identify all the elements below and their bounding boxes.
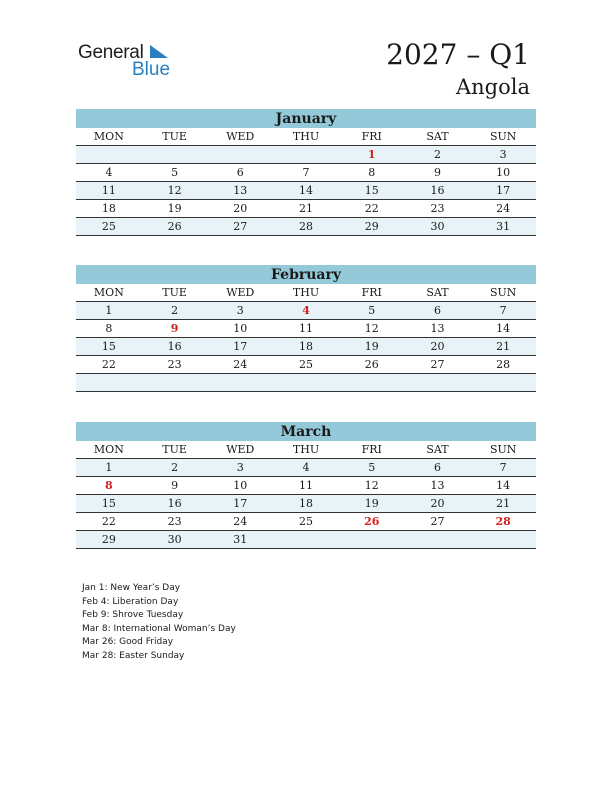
weekday-label: FRI (361, 286, 382, 299)
week-row (76, 302, 536, 320)
day-cell: 27 (430, 358, 445, 371)
day-cell: 14 (496, 479, 511, 492)
day-cell: 7 (499, 304, 507, 317)
day-cell: 28 (496, 358, 511, 371)
day-cell: 2 (171, 304, 179, 317)
day-cell (470, 531, 536, 548)
day-cell: 11 (299, 479, 314, 492)
month-march (76, 422, 536, 549)
week-row (76, 218, 536, 236)
weekday-label: THU (292, 286, 320, 299)
weekday-label: THU (292, 443, 320, 456)
day-cell (207, 374, 273, 391)
day-cell (273, 531, 339, 548)
month-january (76, 109, 536, 236)
day-cell: 4 (105, 166, 113, 179)
day-cell (405, 531, 471, 548)
week-row (76, 164, 536, 182)
day-cell: 10 (496, 166, 511, 179)
generalblue-logo (78, 42, 178, 82)
day-cell: 22 (101, 515, 116, 528)
day-cell: 4 (302, 461, 310, 474)
day-cell: 22 (364, 202, 379, 215)
weekday-label: MON (93, 130, 124, 143)
day-cell (273, 146, 339, 163)
month-february (76, 265, 536, 392)
day-cell: 14 (496, 322, 511, 335)
holiday-notes (82, 582, 236, 664)
day-cell: 27 (233, 220, 248, 233)
day-cell: 9 (433, 166, 441, 179)
day-cell (339, 374, 405, 391)
day-cell: 11 (299, 322, 314, 335)
day-cell: 10 (233, 479, 248, 492)
week-row (76, 477, 536, 495)
day-cell: 12 (364, 322, 379, 335)
day-cell: 23 (430, 202, 445, 215)
day-cell: 27 (430, 515, 445, 528)
week-row (76, 338, 536, 356)
weekday-label: FRI (361, 443, 382, 456)
holiday-note: Jan 1: New Year’s Day (82, 583, 181, 593)
holiday-day-cell: 1 (367, 148, 376, 161)
day-cell: 3 (499, 148, 507, 161)
day-cell (339, 531, 405, 548)
day-cell: 2 (433, 148, 441, 161)
day-cell: 30 (167, 533, 182, 546)
weekday-label: SAT (426, 286, 449, 299)
weekday-label: TUE (162, 130, 187, 143)
day-cell: 13 (430, 479, 445, 492)
day-cell: 5 (368, 304, 376, 317)
week-row (76, 320, 536, 338)
holiday-note: Mar 8: International Woman’s Day (82, 623, 236, 634)
day-cell: 18 (101, 202, 116, 215)
week-row (76, 356, 536, 374)
day-cell: 14 (299, 184, 314, 197)
day-cell: 19 (364, 497, 379, 510)
holiday-day-cell: 26 (364, 515, 380, 528)
weekday-label: SAT (426, 130, 449, 143)
day-cell: 22 (101, 358, 116, 371)
holiday-day-cell: 9 (170, 322, 179, 335)
page-title: 2027 – Q1 (386, 38, 530, 71)
day-cell: 20 (233, 202, 248, 215)
day-cell: 19 (364, 340, 379, 353)
week-row (76, 495, 536, 513)
holiday-note: Mar 28: Easter Sunday (82, 650, 185, 661)
week-row (76, 531, 536, 549)
day-cell: 17 (496, 184, 511, 197)
day-cell: 17 (233, 497, 248, 510)
weekday-label: SUN (489, 443, 517, 456)
weekday-label: SUN (489, 130, 517, 143)
weekday-label: MON (93, 443, 124, 456)
day-cell: 15 (101, 497, 116, 510)
day-cell: 6 (433, 304, 441, 317)
day-cell: 20 (430, 340, 445, 353)
week-row (76, 146, 536, 164)
day-cell: 26 (364, 358, 379, 371)
day-cell: 31 (496, 220, 511, 233)
day-cell (142, 146, 208, 163)
day-cell: 6 (236, 166, 244, 179)
day-cell: 13 (233, 184, 248, 197)
week-row (76, 374, 536, 392)
country-name: Angola (455, 75, 530, 99)
day-cell: 24 (233, 515, 248, 528)
day-cell: 31 (233, 533, 248, 546)
weekday-header-row (76, 441, 536, 459)
weekday-label: TUE (162, 443, 187, 456)
day-cell (142, 374, 208, 391)
day-cell: 17 (233, 340, 248, 353)
weekday-header-row (76, 128, 536, 146)
weekday-label: WED (226, 286, 255, 299)
weekday-label: WED (226, 130, 255, 143)
day-cell: 5 (368, 461, 376, 474)
day-cell: 18 (299, 497, 314, 510)
day-cell: 16 (430, 184, 445, 197)
day-cell: 1 (105, 304, 113, 317)
weekday-label: FRI (361, 130, 382, 143)
day-cell: 13 (430, 322, 445, 335)
day-cell (273, 374, 339, 391)
day-cell: 19 (167, 202, 182, 215)
day-cell: 8 (105, 322, 113, 335)
weekday-label: SUN (489, 286, 517, 299)
day-cell: 7 (302, 166, 310, 179)
holiday-note: Feb 9: Shrove Tuesday (82, 610, 184, 621)
day-cell: 5 (171, 166, 179, 179)
day-cell: 23 (167, 358, 182, 371)
day-cell: 20 (430, 497, 445, 510)
month-header: February (76, 265, 536, 284)
month-header: January (76, 109, 536, 128)
week-row (76, 182, 536, 200)
day-cell: 25 (299, 358, 314, 371)
day-cell (76, 146, 142, 163)
day-cell: 28 (299, 220, 314, 233)
day-cell: 18 (299, 340, 314, 353)
holiday-day-cell: 28 (495, 515, 511, 528)
holiday-day-cell: 8 (105, 479, 113, 492)
day-cell: 23 (167, 515, 182, 528)
day-cell: 26 (167, 220, 182, 233)
weekday-label: MON (93, 286, 124, 299)
day-cell: 15 (364, 184, 379, 197)
day-cell (207, 146, 273, 163)
logo-text-general: General (78, 42, 144, 63)
day-cell: 16 (167, 340, 182, 353)
logo-triangle-icon (150, 45, 168, 58)
day-cell (470, 374, 536, 391)
day-cell: 29 (364, 220, 379, 233)
week-row (76, 459, 536, 477)
day-cell: 1 (105, 461, 113, 474)
day-cell: 3 (236, 304, 244, 317)
month-header: March (76, 422, 536, 441)
day-cell: 30 (430, 220, 445, 233)
weekday-label: TUE (162, 286, 187, 299)
day-cell: 12 (364, 479, 379, 492)
holiday-note: Feb 4: Liberation Day (82, 596, 179, 607)
day-cell: 24 (496, 202, 511, 215)
day-cell: 9 (171, 479, 179, 492)
day-cell: 16 (167, 497, 182, 510)
day-cell: 7 (499, 461, 507, 474)
holiday-note: Mar 26: Good Friday (82, 637, 174, 648)
day-cell (405, 374, 471, 391)
day-cell: 8 (368, 166, 376, 179)
day-cell (76, 374, 142, 391)
day-cell: 3 (236, 461, 244, 474)
day-cell: 12 (167, 184, 182, 197)
day-cell: 25 (299, 515, 314, 528)
day-cell: 21 (496, 340, 511, 353)
day-cell: 10 (233, 322, 248, 335)
day-cell: 11 (101, 184, 116, 197)
weekday-label: THU (292, 130, 320, 143)
day-cell: 21 (299, 202, 314, 215)
logo-text-blue: Blue (132, 59, 171, 80)
day-cell: 29 (101, 533, 116, 546)
day-cell: 6 (433, 461, 441, 474)
weekday-label: WED (226, 443, 255, 456)
holiday-day-cell: 4 (302, 304, 310, 317)
day-cell: 25 (101, 220, 116, 233)
week-row (76, 513, 536, 531)
day-cell: 2 (171, 461, 179, 474)
weekday-header-row (76, 284, 536, 302)
day-cell: 21 (496, 497, 511, 510)
day-cell: 15 (101, 340, 116, 353)
day-cell: 24 (233, 358, 248, 371)
weekday-label: SAT (426, 443, 449, 456)
week-row (76, 200, 536, 218)
